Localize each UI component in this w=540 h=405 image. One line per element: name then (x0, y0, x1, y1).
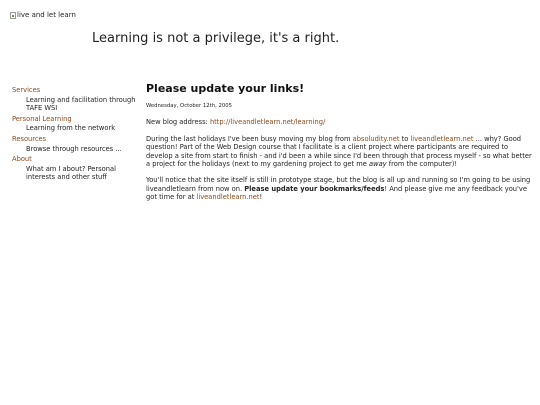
post-paragraph-address (146, 118, 532, 126)
update-bookmarks-strong: Please update your bookmarks/feeds (244, 184, 385, 193)
post-title[interactable]: Please update your links! (146, 82, 305, 95)
site-logo[interactable] (10, 11, 76, 19)
move-text-c: ... why? Good question! Part of the Web Design course that I facilitate is a client project where participants are required to develop a site from start to finish - and i'd been a while since I'd been through that process myself - so what better a project for the holidays (next to my gardening project to get me (146, 134, 532, 169)
sidebar-item-resources-desc[interactable]: Browse through resources ... (26, 144, 122, 153)
sidebar-item-about-desc[interactable]: What am I about? Personal interests and other stuff (26, 164, 116, 182)
update-text-c: ! (259, 193, 263, 202)
feedback-link[interactable]: liveandletlearn.net (196, 193, 260, 202)
absoludity-link[interactable]: absoludity.net (352, 134, 400, 143)
site-tagline: Learning is not a privilege, it's a right. (92, 31, 340, 46)
sidebar-item-personal-learning-desc[interactable]: Learning from the network (26, 124, 116, 133)
main-content (146, 82, 532, 210)
liveandletlearn-link[interactable]: liveandletlearn.net (410, 134, 474, 143)
update-text-a: You'll notice that the site itself is still in prototype stage, but the blog is all up and running so I'm going to be using liveandletlearn from now on. (146, 176, 531, 193)
sidebar-nav (12, 86, 144, 184)
post-paragraph-update (146, 176, 532, 201)
sidebar-section-personal-learning[interactable]: Personal Learning (12, 114, 72, 123)
update-text-b: ! And please give me any feedback you've got time for at (146, 184, 527, 202)
logo-alt-text: live and let learn (17, 11, 76, 19)
move-text-a: During the last holidays I've been busy moving my blog from (146, 134, 353, 143)
sidebar-section-resources[interactable]: Resources (12, 134, 47, 143)
address-label: New blog address: (146, 118, 210, 127)
sidebar-item-services-desc[interactable]: Learning and facilitation through TAFE WSI (26, 95, 136, 113)
blog-address-link[interactable]: http://liveandletlearn.net/learning/ (209, 118, 326, 127)
post-date: Wednesday, October 12th, 2005 (146, 103, 232, 109)
emphasis-away: away (369, 160, 387, 169)
post-paragraph-move (146, 135, 532, 169)
sidebar-section-services[interactable]: Services (12, 86, 41, 94)
move-text-d: from the computer)! (386, 160, 458, 169)
broken-image-icon (10, 12, 16, 19)
move-text-b: to (399, 134, 411, 143)
sidebar-section-about[interactable]: About (12, 155, 32, 164)
